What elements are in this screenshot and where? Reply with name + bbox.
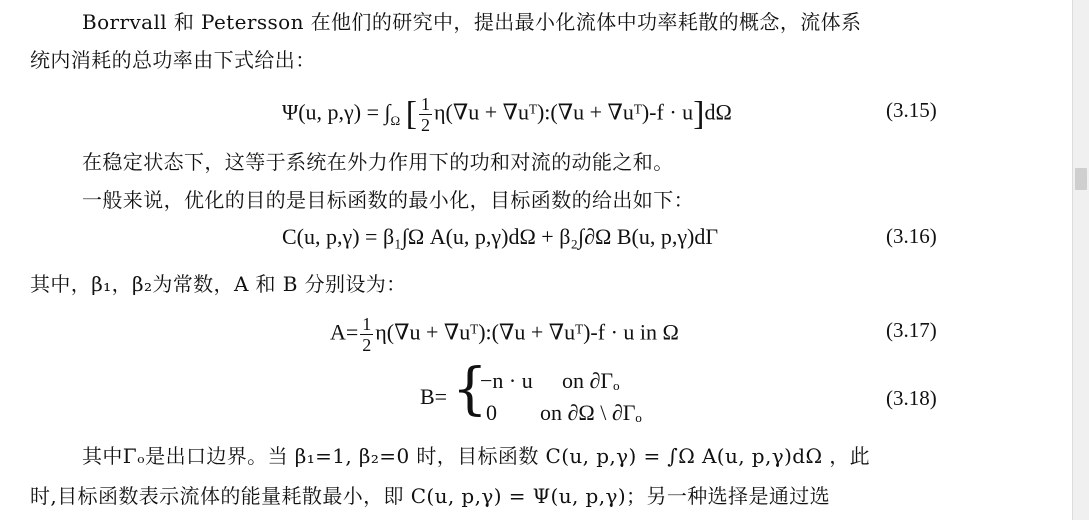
paragraph-line: 其中，β₁，β₂为常数，A 和 B 分别设为：: [30, 272, 407, 296]
equation-3-17: [330, 314, 679, 355]
paragraph-line: Borrvall 和 Petersson 在他们的研究中，提出最小化流体中功率耗散的概念，流体系: [82, 10, 862, 34]
fraction-denominator: 2: [362, 335, 372, 355]
left-bracket: [: [405, 95, 418, 133]
equation-body: η(∇u + ∇uᵀ):(∇u + ∇uᵀ)-f · u: [434, 99, 694, 125]
equation-number: (3.17): [886, 318, 937, 342]
case-2-expression: 0: [486, 400, 497, 425]
equation-number: (3.16): [886, 224, 937, 248]
case-2-condition: on ∂Ω \ ∂Γₒ: [540, 400, 642, 425]
fraction-numerator: 1: [362, 314, 372, 334]
equation-3-15: [282, 94, 732, 135]
fraction: [360, 314, 373, 355]
paragraph-line: 在稳定状态下，这等于系统在外力作用下的功和对流的动能之和。: [82, 150, 674, 174]
equation-tail: dΩ: [704, 99, 732, 125]
paragraph-line: 一般来说，优化的目的是目标函数的最小化，目标函数的给出如下：: [82, 188, 694, 212]
equation-3-16: C(u, p,γ) = β₁∫Ω A(u, p,γ)dΩ + β₂∫∂Ω B(u, p,γ)dΓ: [282, 224, 719, 249]
equation-body: η(∇u + ∇uᵀ):(∇u + ∇uᵀ)-f · u in Ω: [375, 319, 679, 345]
equation-lhs: A=: [330, 319, 359, 345]
vertical-scrollbar[interactable]: [1072, 0, 1089, 520]
equation-number: (3.18): [886, 386, 937, 410]
paragraph-line: 其中Γₒ是出口边界。当 β₁=1, β₂=0 时，目标函数 C(u, p,γ) = ∫Ω A(u, p,γ)dΩ ，此: [82, 444, 871, 468]
left-brace: {: [452, 357, 488, 422]
equation-lhs: Ψ(u, p,γ) = ∫: [282, 99, 391, 125]
paragraph-line: 时,目标函数表示流体的能量耗散最小，即 C(u, p,γ) = Ψ(u, p,γ)；另一种选择是通过选: [30, 484, 831, 508]
integral-subscript: Ω: [390, 112, 401, 128]
case-1-expression: −n · u: [480, 368, 533, 393]
fraction-denominator: 2: [421, 115, 431, 135]
fraction: [419, 94, 432, 135]
case-1-condition: on ∂Γₒ: [562, 368, 620, 393]
equation-3-18-lhs: B=: [420, 384, 448, 409]
paragraph-line: 统内消耗的总功率由下式给出：: [30, 48, 316, 72]
scrollbar-thumb[interactable]: [1075, 168, 1087, 190]
right-bracket: ]: [693, 95, 705, 133]
fraction-numerator: 1: [421, 94, 431, 114]
equation-number: (3.15): [886, 98, 937, 122]
